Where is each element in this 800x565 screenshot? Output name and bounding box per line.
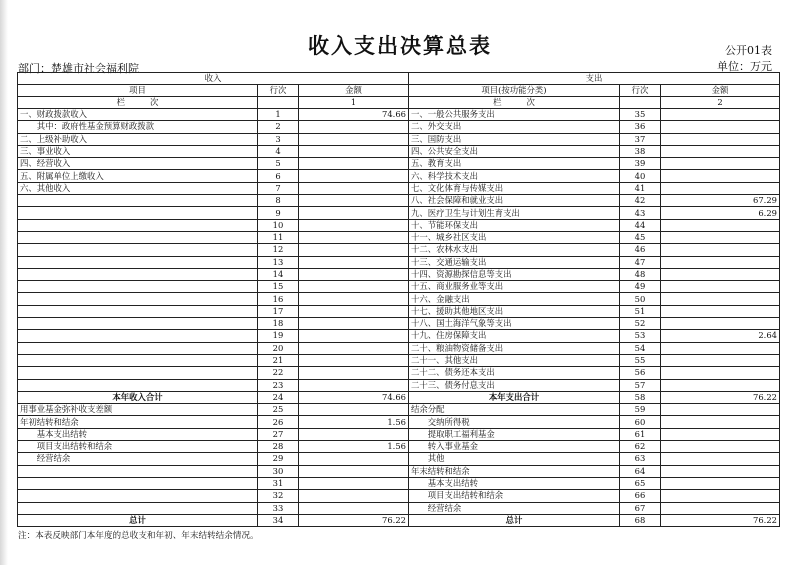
- expense-item-cell: 十九、住房保障支出: [409, 330, 620, 342]
- income-item-cell: [18, 305, 258, 317]
- expense-item-cell: 十二、农林水支出: [409, 244, 620, 256]
- income-rowno-cell: 4: [258, 145, 299, 157]
- expense-amount-cell: [661, 490, 780, 502]
- income-item-cell: 基本支出结转: [18, 428, 258, 440]
- income-rowno-cell: 20: [258, 342, 299, 354]
- expense-rowno-cell: 37: [620, 133, 661, 145]
- expense-rowno-cell: 36: [620, 121, 661, 133]
- income-rowno-cell: 23: [258, 379, 299, 391]
- income-section-header: 收入: [18, 73, 409, 85]
- income-item-cell: [18, 318, 258, 330]
- expense-amount-cell: [661, 416, 780, 428]
- expense-amount-cell: [661, 244, 780, 256]
- expense-item-cell: 二十二、债务还本支出: [409, 367, 620, 379]
- expense-item-cell: 五、教育支出: [409, 158, 620, 170]
- expense-rowno-cell: 47: [620, 256, 661, 268]
- table-row: [18, 145, 780, 157]
- table-row: [18, 158, 780, 170]
- table-row: [18, 342, 780, 354]
- table-row: [18, 330, 780, 342]
- table-row: [18, 453, 780, 465]
- expense-item-cell: 结余分配: [409, 404, 620, 416]
- expense-amount-cell: [661, 502, 780, 514]
- income-item-cell: [18, 379, 258, 391]
- scan-edge: [0, 0, 8, 565]
- expense-item-cell: 提取职工福利基金: [409, 428, 620, 440]
- expense-amount-cell: [661, 256, 780, 268]
- income-item-cell: [18, 281, 258, 293]
- income-item-cell: 一、财政拨款收入: [18, 109, 258, 121]
- expense-amount-cell: [661, 342, 780, 354]
- expense-rowno-cell: 58: [620, 391, 661, 403]
- expense-item-cell: 十三、交通运输支出: [409, 256, 620, 268]
- expense-item-cell: 年末结转和结余: [409, 465, 620, 477]
- income-amount-cell: [299, 330, 409, 342]
- expense-rowno-cell: 50: [620, 293, 661, 305]
- header-row-sections: [18, 73, 780, 85]
- income-rowno-cell: 7: [258, 182, 299, 194]
- income-amount-cell: 74.66: [299, 391, 409, 403]
- expense-amount-cell: 76.22: [661, 514, 780, 526]
- income-rowno-cell: 21: [258, 354, 299, 366]
- income-rowno-cell: 3: [258, 133, 299, 145]
- income-amount-cell: [299, 133, 409, 145]
- expense-item-cell: 十一、城乡社区支出: [409, 231, 620, 243]
- expense-item-cell: 二、外交支出: [409, 121, 620, 133]
- income-item-cell: 五、附属单位上缴收入: [18, 170, 258, 182]
- expense-amount-header: 金额: [661, 85, 780, 97]
- income-amount-cell: [299, 121, 409, 133]
- unit-label: 单位：万元: [717, 60, 772, 73]
- expense-rowno-cell: 55: [620, 354, 661, 366]
- income-item-cell: 四、经营收入: [18, 158, 258, 170]
- table-row: [18, 207, 780, 219]
- table-row: [18, 305, 780, 317]
- expense-rowno-cell: 49: [620, 281, 661, 293]
- expense-amount-cell: [661, 305, 780, 317]
- income-amount-cell: [299, 379, 409, 391]
- expense-amount-cell: [661, 231, 780, 243]
- income-rowno-cell: 16: [258, 293, 299, 305]
- income-amount-cell: [299, 170, 409, 182]
- income-item-cell: [18, 330, 258, 342]
- page-title: 收入支出决算总表: [308, 33, 492, 58]
- table-row: [18, 195, 780, 207]
- income-item-cell: [18, 256, 258, 268]
- expense-rowno-cell: 40: [620, 170, 661, 182]
- expense-amount-cell: [661, 219, 780, 231]
- expense-item-cell: 交纳所得税: [409, 416, 620, 428]
- income-item-cell: [18, 490, 258, 502]
- expense-amount-cell: [661, 404, 780, 416]
- income-item-cell: [18, 342, 258, 354]
- income-rowno-cell: 24: [258, 391, 299, 403]
- income-item-cell: [18, 231, 258, 243]
- income-item-cell: [18, 293, 258, 305]
- income-rowno-cell: 22: [258, 367, 299, 379]
- income-amount-cell: [299, 145, 409, 157]
- income-item-cell: 用事业基金弥补收支差额: [18, 404, 258, 416]
- table-row: [18, 441, 780, 453]
- expense-rowno-cell: 44: [620, 219, 661, 231]
- expense-rowno-cell: 53: [620, 330, 661, 342]
- expense-item-cell: 九、医疗卫生与计划生育支出: [409, 207, 620, 219]
- income-amount-cell: [299, 404, 409, 416]
- expense-rowno-cell: 59: [620, 404, 661, 416]
- table-row: [18, 477, 780, 489]
- expense-rowno-cell: 57: [620, 379, 661, 391]
- income-col-number: 1: [299, 97, 409, 109]
- expense-item-cell: 本年支出合计: [409, 391, 620, 403]
- expense-amount-cell: [661, 158, 780, 170]
- income-item-cell: 六、其他收入: [18, 182, 258, 194]
- expense-amount-cell: [661, 145, 780, 157]
- header-row-lanci: [18, 97, 780, 109]
- income-item-cell: 三、事业收入: [18, 145, 258, 157]
- table-row: [18, 231, 780, 243]
- expense-amount-cell: [661, 121, 780, 133]
- income-item-cell: 经营结余: [18, 453, 258, 465]
- expense-item-cell: 三、国防支出: [409, 133, 620, 145]
- income-amount-cell: [299, 318, 409, 330]
- expense-amount-cell: [661, 477, 780, 489]
- income-item-cell: [18, 502, 258, 514]
- income-rowno-cell: 15: [258, 281, 299, 293]
- income-amount-cell: [299, 490, 409, 502]
- table-row: [18, 404, 780, 416]
- income-amount-cell: [299, 453, 409, 465]
- expense-amount-cell: [661, 441, 780, 453]
- expense-amount-cell: 76.22: [661, 391, 780, 403]
- income-rowno-cell: 12: [258, 244, 299, 256]
- expense-amount-cell: 2.64: [661, 330, 780, 342]
- expense-rowno-cell: 64: [620, 465, 661, 477]
- income-amount-cell: 74.66: [299, 109, 409, 121]
- income-item-cell: [18, 367, 258, 379]
- income-amount-cell: [299, 293, 409, 305]
- table-row: [18, 391, 780, 403]
- expense-item-cell: 经营结余: [409, 502, 620, 514]
- table-row: [18, 416, 780, 428]
- expense-rowno-cell: 52: [620, 318, 661, 330]
- table-row: [18, 490, 780, 502]
- table-row: [18, 502, 780, 514]
- expense-item-cell: 其他: [409, 453, 620, 465]
- expense-rowno-cell: 48: [620, 268, 661, 280]
- income-item-header: 项目: [18, 85, 258, 97]
- income-rowno-cell: 9: [258, 207, 299, 219]
- income-amount-cell: [299, 219, 409, 231]
- income-rowno-cell: 14: [258, 268, 299, 280]
- expense-rowno-cell: 56: [620, 367, 661, 379]
- income-rowno-cell: 1: [258, 109, 299, 121]
- income-rowno-header: 行次: [258, 85, 299, 97]
- expense-item-header: 项目(按功能分类): [409, 85, 620, 97]
- income-rowno-cell: 13: [258, 256, 299, 268]
- expense-amount-cell: [661, 318, 780, 330]
- income-item-cell: [18, 354, 258, 366]
- expense-amount-cell: 6.29: [661, 207, 780, 219]
- table-row: [18, 170, 780, 182]
- expense-item-cell: 二十、粮油物资储备支出: [409, 342, 620, 354]
- expense-rowno-cell: 65: [620, 477, 661, 489]
- expense-amount-cell: [661, 453, 780, 465]
- table-row: [18, 293, 780, 305]
- expense-rowno-cell: 39: [620, 158, 661, 170]
- expense-rowno-cell: 41: [620, 182, 661, 194]
- table-row: [18, 428, 780, 440]
- expense-col-number: 2: [661, 97, 780, 109]
- table-row: [18, 256, 780, 268]
- income-rowno-cell: 10: [258, 219, 299, 231]
- table-row: [18, 281, 780, 293]
- expense-rowno-cell: 51: [620, 305, 661, 317]
- income-rowno-cell: 31: [258, 477, 299, 489]
- income-amount-cell: [299, 428, 409, 440]
- expense-rowno-cell: 68: [620, 514, 661, 526]
- expense-rowno-cell: 67: [620, 502, 661, 514]
- expense-lanci: 栏 次: [409, 97, 620, 109]
- income-rowno-cell: 30: [258, 465, 299, 477]
- income-amount-cell: [299, 231, 409, 243]
- table-row: [18, 244, 780, 256]
- income-amount-cell: [299, 207, 409, 219]
- income-amount-cell: 1.56: [299, 441, 409, 453]
- income-item-cell: 项目支出结转和结余: [18, 441, 258, 453]
- table-row: [18, 182, 780, 194]
- table-row: [18, 109, 780, 121]
- income-item-cell: [18, 465, 258, 477]
- expense-amount-cell: 67.29: [661, 195, 780, 207]
- expense-item-cell: 七、文化体育与传媒支出: [409, 182, 620, 194]
- table-row: [18, 133, 780, 145]
- income-amount-cell: [299, 182, 409, 194]
- expense-item-cell: 一、一般公共服务支出: [409, 109, 620, 121]
- income-rowno-cell: 18: [258, 318, 299, 330]
- income-item-cell: [18, 195, 258, 207]
- table-row: [18, 367, 780, 379]
- expense-item-cell: 四、公共安全支出: [409, 145, 620, 157]
- income-item-cell: 本年收入合计: [18, 391, 258, 403]
- income-rowno-cell: 5: [258, 158, 299, 170]
- expense-item-cell: 总计: [409, 514, 620, 526]
- income-expense-table: [17, 72, 779, 528]
- income-amount-cell: [299, 305, 409, 317]
- income-amount-cell: [299, 354, 409, 366]
- expense-amount-cell: [661, 281, 780, 293]
- income-item-cell: 总计: [18, 514, 258, 526]
- expense-rowno-cell: 42: [620, 195, 661, 207]
- expense-rowno-cell: 61: [620, 428, 661, 440]
- income-rowno-cell: 28: [258, 441, 299, 453]
- income-amount-cell: 76.22: [299, 514, 409, 526]
- expense-item-cell: 转入事业基金: [409, 441, 620, 453]
- expense-amount-cell: [661, 268, 780, 280]
- income-amount-cell: [299, 281, 409, 293]
- expense-amount-cell: [661, 170, 780, 182]
- expense-rowno-cell: 63: [620, 453, 661, 465]
- income-amount-cell: [299, 502, 409, 514]
- expense-item-cell: 十四、资源勘探信息等支出: [409, 268, 620, 280]
- expense-section-header: 支出: [409, 73, 780, 85]
- footnote: 注：本表反映部门本年度的总收支和年初、年末结转结余情况。: [18, 531, 259, 541]
- expense-amount-cell: [661, 428, 780, 440]
- income-rowno-cell: 34: [258, 514, 299, 526]
- expense-item-cell: 十五、商业服务业等支出: [409, 281, 620, 293]
- income-item-cell: 二、上级补助收入: [18, 133, 258, 145]
- income-lanci: 栏 次: [18, 97, 258, 109]
- income-amount-cell: [299, 465, 409, 477]
- income-rowno-cell: 33: [258, 502, 299, 514]
- expense-item-cell: 十六、金融支出: [409, 293, 620, 305]
- expense-item-cell: 十八、国土海洋气象等支出: [409, 318, 620, 330]
- expense-rowno-header: 行次: [620, 85, 661, 97]
- table-row: [18, 379, 780, 391]
- expense-item-cell: 八、社会保障和就业支出: [409, 195, 620, 207]
- expense-amount-cell: [661, 367, 780, 379]
- expense-amount-cell: [661, 109, 780, 121]
- table-row: [18, 514, 780, 526]
- income-rowno-cell: 8: [258, 195, 299, 207]
- expense-item-cell: 十、节能环保支出: [409, 219, 620, 231]
- table-row: [18, 465, 780, 477]
- income-item-cell: [18, 219, 258, 231]
- expense-lanci-blank: [620, 97, 661, 109]
- table-row: [18, 268, 780, 280]
- income-amount-cell: [299, 367, 409, 379]
- income-rowno-cell: 32: [258, 490, 299, 502]
- income-item-cell: [18, 207, 258, 219]
- income-rowno-cell: 19: [258, 330, 299, 342]
- expense-rowno-cell: 54: [620, 342, 661, 354]
- income-amount-cell: 1.56: [299, 416, 409, 428]
- expense-amount-cell: [661, 379, 780, 391]
- expense-amount-cell: [661, 182, 780, 194]
- expense-rowno-cell: 62: [620, 441, 661, 453]
- income-rowno-cell: 27: [258, 428, 299, 440]
- table-row: [18, 121, 780, 133]
- table-row: [18, 354, 780, 366]
- income-amount-cell: [299, 256, 409, 268]
- expense-amount-cell: [661, 293, 780, 305]
- table-row: [18, 219, 780, 231]
- income-amount-cell: [299, 195, 409, 207]
- income-amount-header: 金额: [299, 85, 409, 97]
- income-item-cell: 其中：政府性基金预算财政拨款: [18, 121, 258, 133]
- income-rowno-cell: 17: [258, 305, 299, 317]
- expense-amount-cell: [661, 354, 780, 366]
- income-amount-cell: [299, 342, 409, 354]
- income-amount-cell: [299, 477, 409, 489]
- expense-item-cell: 六、科学技术支出: [409, 170, 620, 182]
- expense-item-cell: 二十一、其他支出: [409, 354, 620, 366]
- expense-amount-cell: [661, 465, 780, 477]
- income-item-cell: [18, 244, 258, 256]
- income-rowno-cell: 25: [258, 404, 299, 416]
- table-row: [18, 318, 780, 330]
- expense-rowno-cell: 46: [620, 244, 661, 256]
- income-amount-cell: [299, 268, 409, 280]
- income-rowno-cell: 29: [258, 453, 299, 465]
- expense-item-cell: 项目支出结转和结余: [409, 490, 620, 502]
- expense-item-cell: 十七、援助其他地区支出: [409, 305, 620, 317]
- expense-amount-cell: [661, 133, 780, 145]
- form-code: 公开01表: [725, 44, 772, 57]
- header-row-columns: [18, 85, 780, 97]
- income-item-cell: [18, 477, 258, 489]
- expense-rowno-cell: 66: [620, 490, 661, 502]
- expense-item-cell: 基本支出结转: [409, 477, 620, 489]
- income-lanci-blank: [258, 97, 299, 109]
- income-rowno-cell: 11: [258, 231, 299, 243]
- income-amount-cell: [299, 158, 409, 170]
- income-item-cell: [18, 268, 258, 280]
- income-rowno-cell: 26: [258, 416, 299, 428]
- income-item-cell: 年初结转和结余: [18, 416, 258, 428]
- income-rowno-cell: 2: [258, 121, 299, 133]
- expense-rowno-cell: 43: [620, 207, 661, 219]
- expense-item-cell: 二十三、债务付息支出: [409, 379, 620, 391]
- department-label: 部门：楚雄市社会福利院: [18, 62, 139, 75]
- expense-rowno-cell: 60: [620, 416, 661, 428]
- expense-rowno-cell: 38: [620, 145, 661, 157]
- income-amount-cell: [299, 244, 409, 256]
- expense-rowno-cell: 35: [620, 109, 661, 121]
- income-rowno-cell: 6: [258, 170, 299, 182]
- expense-rowno-cell: 45: [620, 231, 661, 243]
